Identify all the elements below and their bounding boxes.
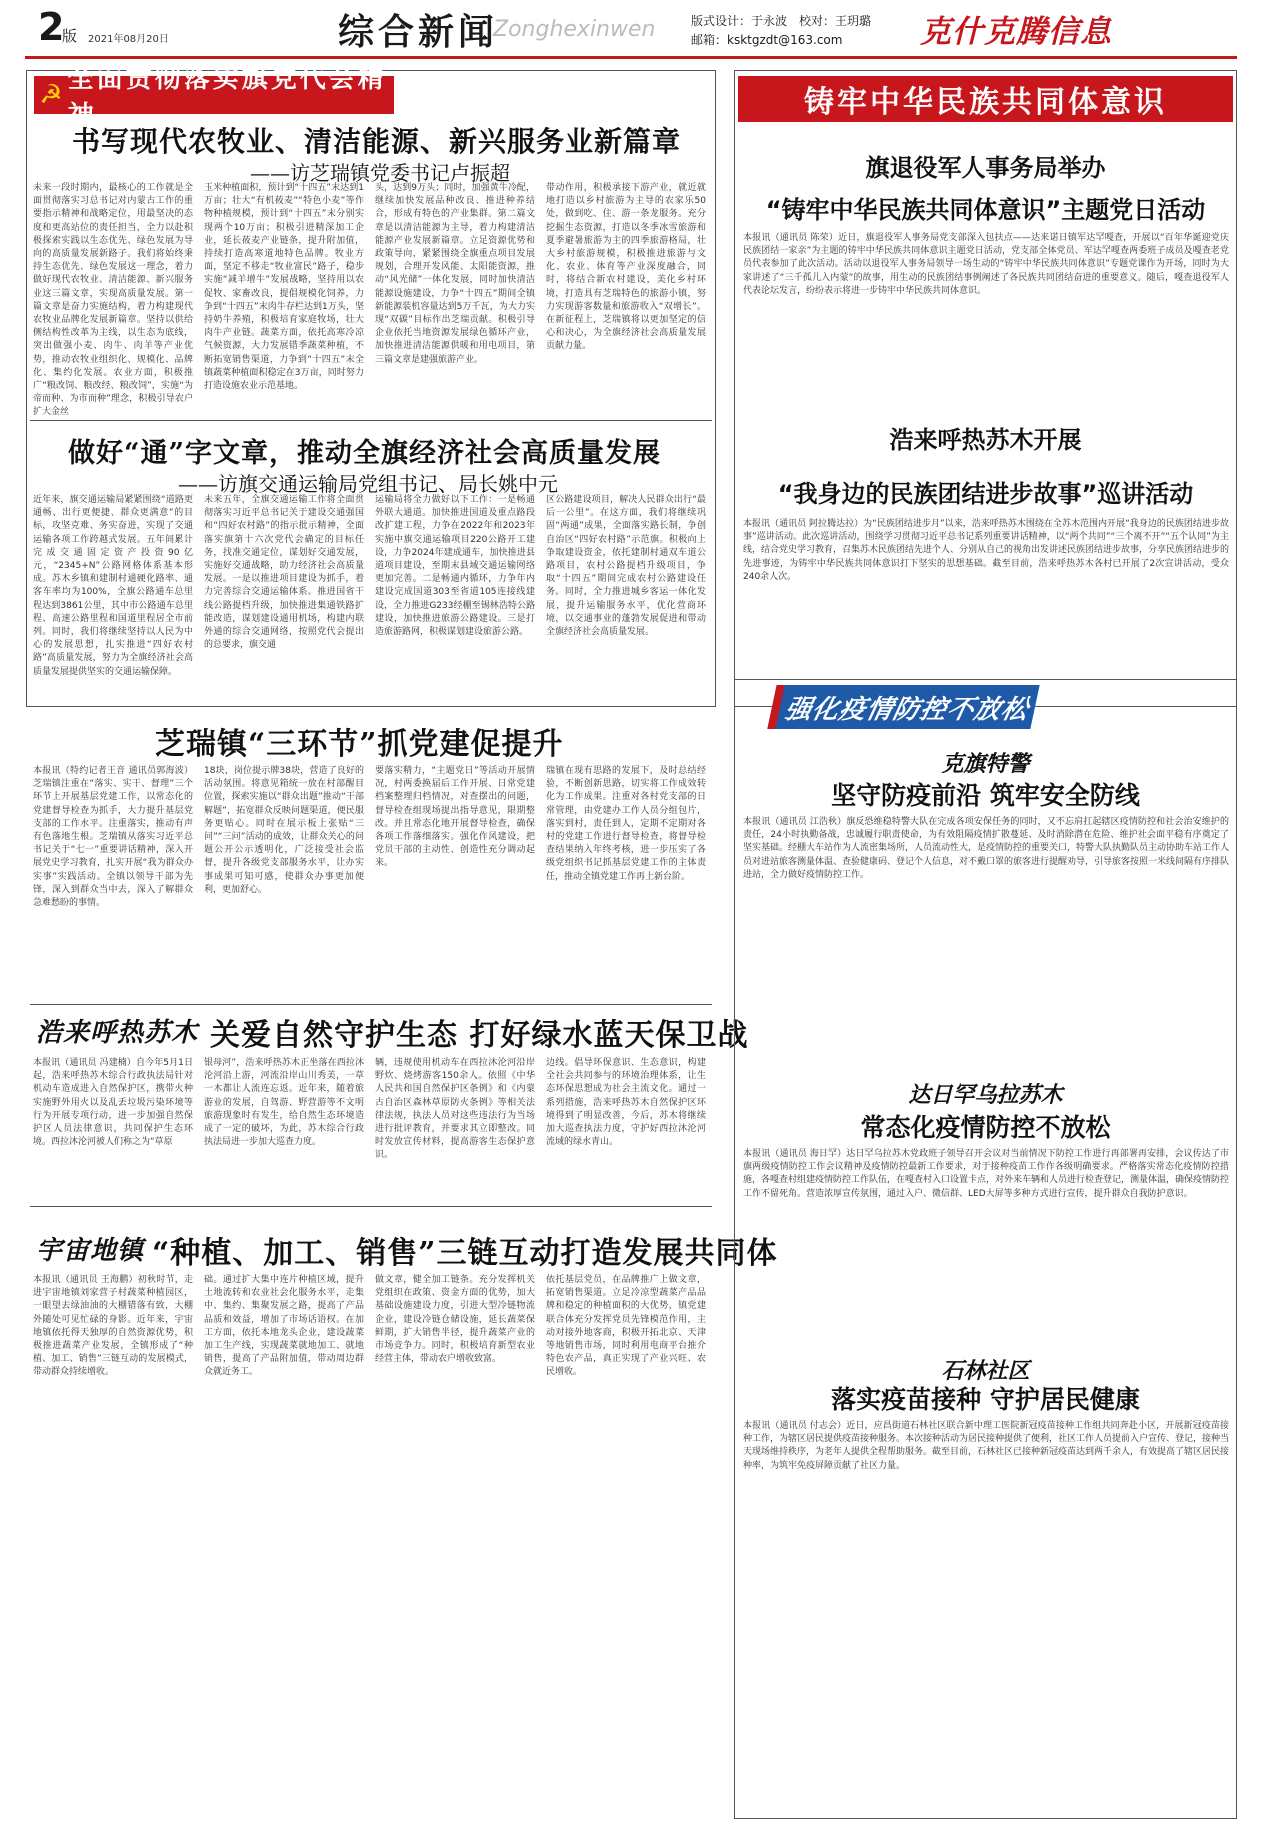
news5-kicker: 石林社区	[941, 1358, 1030, 1384]
page-number: 2	[38, 5, 65, 49]
news1-title-line1: 旗退役军人事务局举办	[865, 154, 1106, 182]
article5-col-2: 础。通过扩大集中连片种植区域，提升土地流转和农业社会化服务水平，走集中、集约、集聚发展之路，提高了产品品质和效益，增加了市场话语权。在加工方面，依托本地龙头企业，建设蔬菜加工生产线，实现蔬菜就地加工、就地销售，提高了产品附加值，带动周边群众就近务工。	[204, 1275, 364, 1378]
article1-subtitle: ——访芝瑞镇党委书记卢振超	[250, 161, 510, 185]
news5-title: 落实疫苗接种 守护居民健康	[831, 1385, 1140, 1414]
news4-title: 常态化疫情防控不放松	[860, 1113, 1111, 1142]
divider	[30, 420, 712, 421]
page-unit: 版	[62, 27, 78, 45]
article3-col-1: 本报讯（特约记者王音 通讯员郭海波）芝瑞镇注重在“落实、实干、督理”三个环节上开展基层党建工作，以常态化的党建督导检查为抓手，大力提升基层党支部的工作水平。注重落实，推动有声有色落地生根。芝瑞镇从落实习近平总书记关于“七一”重要讲话精神，深入开展党史学习教育，扎实开展“我为群众办实事”实践活动。全镇以领导干部为先锋，深入到群众当中去，深入了解群众急难愁盼的事情。	[33, 766, 193, 909]
article1-col-4: 带动作用，积极承接下游产业，就近就地打造以乡村旅游为主导的农家乐50处，做到吃、住、游一条龙服务。充分挖掘生态资源，打造以冬季冰雪旅游和夏季避暑旅游为主的四季旅游格局，壮大乡村旅游规模，积极推进旅游与文化、农业、体育等产业深度融合，同时，将结合新农村建设，美化乡村环境，打造具有芝瑞特色的旅游小镇，努力实现游客数量和旅游收入“双增长”。在新征程上，芝瑞镇将以更加坚定的信心和决心，为全旗经济社会高质量发展贡献力量。	[546, 183, 706, 352]
article5-col-4: 依托基层党员，在品牌推广上做文章，拓宽销售渠道。立足冷凉型蔬菜产品品牌和稳定的种植面积的大优势，镇党建联合体充分发挥党员先锋模范作用，主动对接外地客商，积极开拓北京、天津等地销售市场，同时利用电商平台推介特色农产品，真正实现了产业兴旺、农民增收。	[546, 1275, 706, 1378]
article1-col-2: 玉米种植面积，预计到“十四五”末达到1万亩；壮大“有机莜麦”“特色小麦”等作物种植规模，预计到“十四五”末分别实现两个10万亩；积极引进精深加工企业，延长莜麦产业链条，提升附加值，持续打造高寒道地特色品牌。牧业方面，坚定不移走“牧业富民”路子，稳步实施“减羊增牛”发展战略，坚持用以农促牧、家畜改良，提倡规模化饲养，力争到“十四五”末肉牛存栏达到1万头，坚持奶牛养殖，积极培育家庭牧场，壮大肉牛产业链。蔬菜方面，依托高寒冷凉气候资源，大力发展错季蔬菜种植，不断拓宽销售渠道，力争到“十四五”末全镇蔬菜种植面积稳定在3万亩，同时努力打造设施农业示范基地。	[204, 183, 364, 392]
contact-email: 邮箱：ksktgzdt@163.com	[691, 33, 843, 47]
issue-date: 2021年08月20日	[88, 34, 169, 45]
article3-col-3: 要落实精力，“主题党日”等活动开展情况，村两委换届后工作开展、日常党建档案整理归档情况，对查摆出的问题，督导检查组现场提出指导意见，限期整改。并且常态化地开展督导检查，确保各项工作落细落实。强化作风建设，把党员干部的主动性、创造性充分调动起来。	[375, 766, 535, 869]
news2-body: 本报讯（通讯员 阿拉腾达拉）为“民族团结进步月”以来，浩来呼热苏木围绕在全苏木范围内开展“我身边的民族团结进步故事”巡讲活动。此次巡讲活动，围绕学习贯彻习近平总书记系列重要讲话精神，以“两个共同”“三个离不开”“五个认同”为主线，结合党史学习教育，召集苏木民族团结先进个人、分别从自己的视角出发讲述民族团结进步故事，分享民族团结进步的先进事迹，为铸牢中华民族共同体意识打下坚实的思想基础。截至目前，浩来呼热苏木各村已开展了2次宣讲活动，受众240余人次。	[743, 519, 1230, 582]
news5-body: 本报讯（通讯员 付志会）近日，应昌街道石林社区联合新中理工医院新冠疫苗接种工作组共同奔赴小区，开展新冠疫苗接种工作，为辖区居民提供疫苗接种服务。本次接种活动为居民接种提供了便利，社区工作人员提前入户宣传、登记，接种当天现场维持秩序，为老年人提供全程帮助服务。截至目前，石林社区已接种新冠疫苗达到两千余人，有效提高了辖区居民接种率，为筑牢免疫屏障贡献了社区力量。	[743, 1421, 1230, 1471]
article3-col-4: 瑞镇在现有思路的发展下，及时总结经验，不断创新思路，切实将工作成效转化为工作成果。注重对各村党支部的日常管理，由党建办工作人员分组包片，落实到村，责任到人，定期不定期对各村的党建工作进行督导检查，将督导检查结果纳入年终考核，进一步压实了各级党组织书记抓基层党建工作的主体责任，推动全镇党建工作再上新台阶。	[546, 766, 706, 882]
article4-kicker: 浩来呼热苏木	[36, 1018, 199, 1048]
unity-banner-text: 铸牢中华民族共同体意识	[804, 85, 1167, 120]
article3-col-2: 18块，岗位提示牌38块，营造了良好的活动氛围。将意见箱统一放在村部醒目位置，探索实施以“群众出题”推动“干部解题”，拓宽群众反映问题渠道，便民服务更贴心。同时在展示板上张贴“三问”“三问”活动的成效，让群众关心的问题公开公示透明化，广泛接受社会监督，提升各级党支部服务水平，让办实事成果可知可感，使群众办事更加便利，更加舒心。	[204, 766, 364, 895]
party-banner	[34, 64, 394, 131]
article2-col-3: 运输局将全力做好以下工作：一是畅通外联大通道。加快推进国道及重点路段改扩建工程，力争在2022年和2023年实施中旗交通运输项目220公路开工建设，力争2024年建成通车，加快推进县道项目建设，至期末县域交通运输网络更加完善。二是畅通内循环，力争年内建设完成国道303至省道105连接线建设，全力推进G233经棚至锡林浩特公路建设，加快推进旅游公路建设。三是打造旅游路网，积极谋划建设旅游公路。	[375, 495, 535, 638]
article4-title: 关爱自然守护生态 打好绿水蓝天保卫战	[210, 1018, 749, 1053]
article2-col-4: 区公路建设项目，解决人民群众出行“最后一公里”。在这方面，我们将继续巩固“两通”成果，全面落实路长制，争创自治区“四好农村路”示范旗。积极向上争取建设资金，依托建制村通双车道公路项目，农村公路提档升级项目，争取“十四五”期间完成农村公路建设任务。同时，全力推进城乡客运一体化发展，提升运输服务水平，优化营商环境，以交通事业的蓬勃发展促进和带动全旗经济社会高质量发展。	[546, 495, 706, 638]
article1-col-3: 头，达到9万头；同时，加强黄牛冷配，继续加快发展品种改良、推进种养结合，形成有特色的产业集群。第二篇文章是以清洁能源为主导，着力构建清洁能源产业发展新篇章。立足资源优势和政策导向，紧紧围绕全旗重点项目发展规划，合理开发风能、太阳能资源，推动“风光储”一体化发展，同时加快清洁能源设施建设，力争“十四五”期间全镇新能源装机容量达到5万千瓦，为大力实现“双碳”目标作出芝瑞贡献。积极引导企业依托当地资源发展绿色循环产业，加快推进清洁能源供暖和用电项目，第三篇文章是建强旅游产业。	[375, 183, 535, 365]
unity-banner	[738, 76, 1233, 122]
news3-body: 本报讯（通讯员 江浩秋）旗反恐维稳特警大队在完成各项安保任务的同时，又不忘肩扛起辖区疫情防控和社会治安维护的责任，24小时执勤备战，忠诚履行职责使命，为有效阻隔疫情扩散蔓延、及时消除潜在危险、维护社会面平稳有序奠定了坚实基础。经棚大车站作为人流密集场所，人员流动性大，是疫情防控的重要关口，特警大队执勤队员主动协助车站工作人员对进站旅客测量体温、查验健康码、登记个人信息，对不戴口罩的旅客进行提醒劝导，引导旅客按照一米线间隔有序排队进站，全力做好疫情防控工作。	[743, 817, 1230, 880]
epidemic-banner	[767, 685, 1039, 729]
news2-title-line2: “我身边的民族团结进步故事”巡讲活动	[777, 480, 1194, 508]
news1-title-line2: “铸牢中华民族共同体意识”主题党日活动	[765, 196, 1206, 224]
news4-kicker: 达日罕乌拉苏木	[908, 1082, 1063, 1108]
section-pinyin: Zonghexinwen	[493, 17, 656, 42]
editor-credit: 版式设计：于永波 校对：王玥璐	[691, 14, 872, 28]
article2-subtitle: ——访旗交通运输局党组书记、局长姚中元	[178, 472, 558, 496]
article1-title: 书写现代农牧业、清洁能源、新兴服务业新篇章	[72, 125, 682, 158]
party-banner-text: 全面贯彻落实旗党代会精神	[67, 64, 387, 131]
divider	[30, 1206, 712, 1207]
article3-title: 芝瑞镇“三环节”抓党建促提升	[155, 727, 564, 762]
article4-col-4: 边线。倡导环保意识、生态意识，构建全社会共同参与的环境治理体系，让生态环保思想成为社会主流文化。通过一系列措施，浩来呼热苏木自然保护区环境得到了明显改善，今后，苏木将继续加大巡查执法力度，守护好西拉沐沦河流域的绿水青山。	[546, 1058, 706, 1148]
article4-col-3: 辆，违规使用机动车在西拉沐沦河沿岸野炊、烧烤游客150余人。依照《中华人民共和国自然保护区条例》和《内蒙古自治区森林草原防火条例》等相关法律法规，执法人员对这些违法行为当场进行批评教育，并要求其立即整改。同时发放宣传材料，提高游客生态保护意识。	[375, 1058, 535, 1161]
article2-col-2: 未来五年，全旗交通运输工作将全面贯彻落实习近平总书记关于建设交通强国和“四好农村路”的指示批示精神，全面落实旗第十六次党代会确定的目标任务，找准交通定位，谋划好交通发展，实施好交通战略，助力经济社会高质量发展。一是以推进项目建设为抓手，着力完善综合交通运输体系。推进国省干线公路提档升级，加快推进集通铁路扩能改造，谋划建设通用机场，构建内联外通的综合交通网络，按照党代会提出的总要求，旗交通	[204, 495, 364, 651]
article1-col-1: 未来一段时期内，最核心的工作就是全面贯彻落实习总书记对内蒙古工作的重要指示精神和战略定位，用最坚决的态度和更高站位的责任担当，全力以赴积极探索实践以生态优先、绿色发展为导向的高质量发展新路子。我们将始终秉持生态优先、绿色发展这一理念，着力做好现代农牧业、清洁能源、新兴服务业这三篇文章，实现高质量发展。第一篇文章是奋力实施结构，着力构建现代农牧业品牌化发展新篇章。坚持以供给侧结构性改革为主线，以生态为底线，突出做强小麦、肉牛、肉羊等产业优势，推动农牧业组织化、规模化、品牌化、集约化发展。农业方面，积极推广“粮改饲、粮改经、粮改饲”，实施“为帝而种、为市而种”理念，积极引导农户扩大金丝	[33, 183, 193, 418]
article5-col-1: 本报讯（通讯员 王海鹏）初秋时节，走进宇宙地镇刘家营子村蔬菜种植园区，一眼望去绿油油的大棚错落有致，大棚外随处可见忙碌的身影。近年来，宇宙地镇依托得天独厚的自然资源优势，积极推进蔬菜产业发展，全镇形成了“种植、加工、销售”三链互动的发展模式，带动群众持续增收。	[33, 1275, 193, 1378]
news2-title-line1: 浩来呼热苏木开展	[889, 426, 1082, 454]
article2-col-1: 近年来，旗交通运输局紧紧围绕“道路更通畅、出行更便捷、群众更满意”的目标，攻坚克难、务实奋进，实现了交通运输各项工作跨越式发展。五年间累计完成交通固定资产投资90亿元，“2345+N”公路网格体系基本形成。苏木乡镇和建制村通硬化路率、通客车率均为100%，全旗公路通车总里程达到3861公里，其中市公路通车总里程、高速公路里程和国道里程居全市前列。同时，我们将继续坚持以人民为中心的发展思想，扎实推进“四好农村路”高质量发展，努力为全旗经济社会高质量发展提供坚实的交通运输保障。	[33, 495, 193, 677]
divider	[30, 1004, 712, 1005]
article5-title: “种植、加工、销售”三链互动打造发展共同体	[152, 1236, 778, 1271]
hammer-sickle-icon: ☭	[39, 80, 63, 110]
article5-kicker: 宇宙地镇	[36, 1236, 145, 1266]
article4-col-2: 银母河”，浩来呼热苏木正坐落在西拉沐沦河沿上游，河流沿岸山川秀美，一草一木都让人流连忘返。近年来，随着旅游业的发展，自驾游、野营游等不文明旅游现象时有发生，给自然生态环境造成了一定的破坏，为此，苏木综合行政执法局进一步加大巡查力度。	[204, 1058, 364, 1148]
section-title: 综合新闻	[338, 11, 499, 53]
article5-col-3: 做文章，健全加工链条。充分发挥机关党组织在政策、资金方面的优势，加大基础设施建设力度，引进大型冷链物流企业，建设冷链仓储设施，延长蔬菜保鲜期，扩大销售半径，提升蔬菜产业的市场竞争力。同时，积极培育新型农业经营主体，带动农户增收致富。	[375, 1275, 535, 1365]
epidemic-banner-text: 强化疫情防控不放松	[782, 694, 1032, 725]
news1-body: 本报讯（通讯员 陈荣）近日，旗退役军人事务局党支部深入包扶点——达来诺日镇军达罕嘎查，开展以“百年华诞迎党庆 民族团结一家亲”为主题的铸牢中华民族共同体意识主题党日活动，党支部全体党员、军达罕嘎查两委班子成员及嘎查老党员代表参加了此次活动。活动以退役军人事务局领导一场生动的“铸牢中华民族共同体意识”专题党课作为开场，同时为大家讲述了“三千孤儿入内蒙”的故事，用生动的民族团结事例阐述了各民族共同团结奋进的重要意义。随后，嘎查退役军人代表论坛发言，纷纷表示将进一步铸牢中华民族共同体意识。	[743, 233, 1229, 296]
article2-title: 做好“通”字文章，推动全旗经济社会高质量发展	[68, 438, 662, 469]
news4-body: 本报讯（通讯员 海日罕）达日罕乌拉苏木党政班子领导召开会议对当前情况下防控工作进行再部署再安排，会议传达了市旗两级疫情防控工作会议精神及疫情防控最新工作要求，对于接种疫苗工作作各级明确要求。严格落实常态化疫情防控措施，各嘎查村组建疫情防控工作队伍，在嘎查村入口设置卡点，对外来车辆和人员进行检查登记，测量体温，确保疫情防控工作不留死角。营造浓厚宣传氛围，通过入户、微信群、LED大屏等多种方式进行宣传，提升群众自我防护意识。	[743, 1149, 1230, 1199]
paper-logo: 克什克腾信息	[920, 14, 1112, 50]
news3-title: 坚守防疫前沿 筑牢安全防线	[831, 781, 1140, 810]
article4-col-1: 本报讯（通讯员 冯建楠）自今年5月1日起，浩来呼热苏木综合行政执法局针对机动车造成进入自然保护区，携带火种实施野外用火以及乱丢垃圾污染环境等行为开展专项行动，进一步加强自然保护区人员法律意识，共同保护生态环境。西拉沐沦河被人们称之为“草原	[33, 1058, 193, 1148]
news3-kicker: 克旗特警	[941, 751, 1030, 777]
